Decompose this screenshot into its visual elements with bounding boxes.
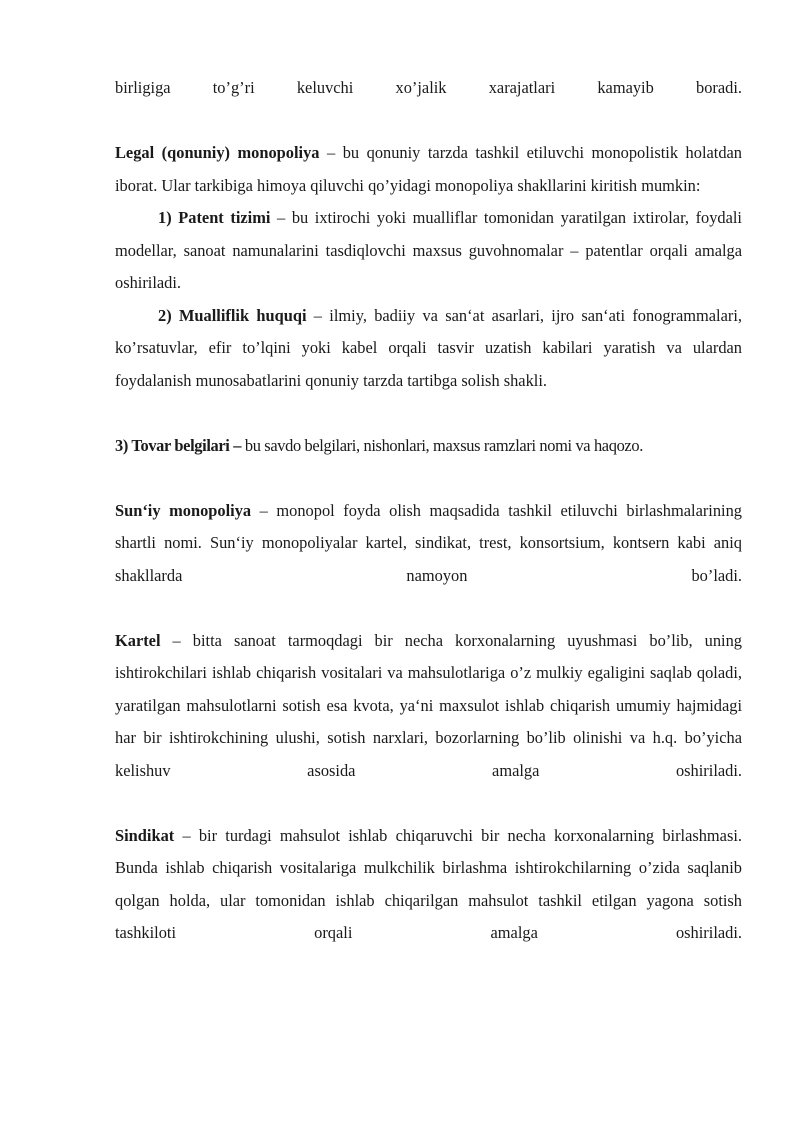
paragraph-text: bu savdo belgilari, nishonlari, maxsus ramzlari nomi va haqozo. [241, 435, 643, 455]
term-legal-monopoly: Legal (qonuniy) monopoliya [115, 143, 320, 162]
paragraph-cartel [115, 625, 742, 788]
paragraph-patent-system [115, 202, 742, 300]
paragraph-gap [115, 592, 742, 625]
paragraph-text: – monopol foyda olish maqsadida tashkil etiluvchi birlashmalarining shartli nomi. Sun‘iy monopoliyalar kartel, sindikat, trest, konsortsium, kontsern kabi aniq shakllarda namoyon bo’ladi. [115, 500, 743, 585]
paragraph-legal-monopoly [115, 137, 742, 202]
paragraph-text: birligiga to’g’ri keluvchi xo’jalik xarajatlari kamayib boradi. [115, 78, 742, 97]
paragraph-continuation [115, 72, 742, 105]
paragraph-copyright [115, 300, 742, 398]
paragraph-text: – bitta sanoat tarmoqdagi bir necha korxonalarning uyushmasi bo’lib, uning ishtirokchilari ishlab chiqarish vositalari va mahsulotlariga o’z mulkiy egaligini saqlab qoladi, yaratilgan mahsulotlarni sotish esa kvota, ya‘ni maxsulot ishlab chiqarish umumiy hajmidagi har bir ishtirokchining ulushi, sotish narxlari, bozorlarning bo’lib olinishi va h.q. bo’yicha kelishuv asosida amalga oshiriladi. [115, 630, 742, 780]
term-syndicate: Sindikat [115, 825, 175, 845]
term-trademarks: 3) Tovar belgilari – [115, 435, 242, 455]
paragraph-artificial-monopoly [115, 495, 742, 593]
paragraph-gap [115, 787, 742, 820]
term-copyright: 2) Mualliflik huquqi [158, 305, 307, 325]
paragraph-gap [115, 397, 742, 430]
paragraph-text: – bir turdagi mahsulot ishlab chiqaruvchi bir necha korxonalarning birlashmasi. Bunda ishlab chiqarish vositalariga mulkchilik birlashma ishtirokchilarning o’zida saqlanib qolgan holda, ular tomonidan ishlab chiqarilgan mahsulot tashkil etilgan yagona sotish tashkiloti orqali amalga oshiriladi. [115, 825, 742, 942]
term-artificial-monopoly: Sun‘iy monopoliya [115, 500, 252, 520]
paragraph-gap [115, 105, 742, 138]
paragraph-gap [115, 462, 742, 495]
paragraph-trademarks [115, 430, 742, 463]
paragraph-syndicate [115, 820, 742, 950]
term-cartel: Kartel [115, 630, 161, 650]
paragraph-text: – bu ixtirochi yoki mualliflar tomonidan yaratilgan ixtirolar, foydali modellar, sanoat namunalarini tasdiqlovchi maxsus guvohnomalar – patentlar orqali amalga oshiriladi. [115, 208, 742, 292]
term-patent-system: 1) Patent tizimi [158, 208, 271, 227]
paragraph-text: – bu qonuniy tarzda tashkil etiluvchi monopolistik holatdan iborat. Ular tarkibiga himoya qiluvchi qo’yidagi monopoliya shakllarini kiritish mumkin: [115, 143, 742, 195]
paragraph-text: – ilmiy, badiiy va san‘at asarlari, ijro san‘ati fonogrammalari, ko’rsatuvlar, efir to’lqini yoki kabel orqali tasvir uzatish kabilari yaratish va ulardan foydalanish munosabatlarini qonuniy tarzda tartibga solish shakli. [115, 305, 742, 390]
document-page [115, 72, 742, 950]
